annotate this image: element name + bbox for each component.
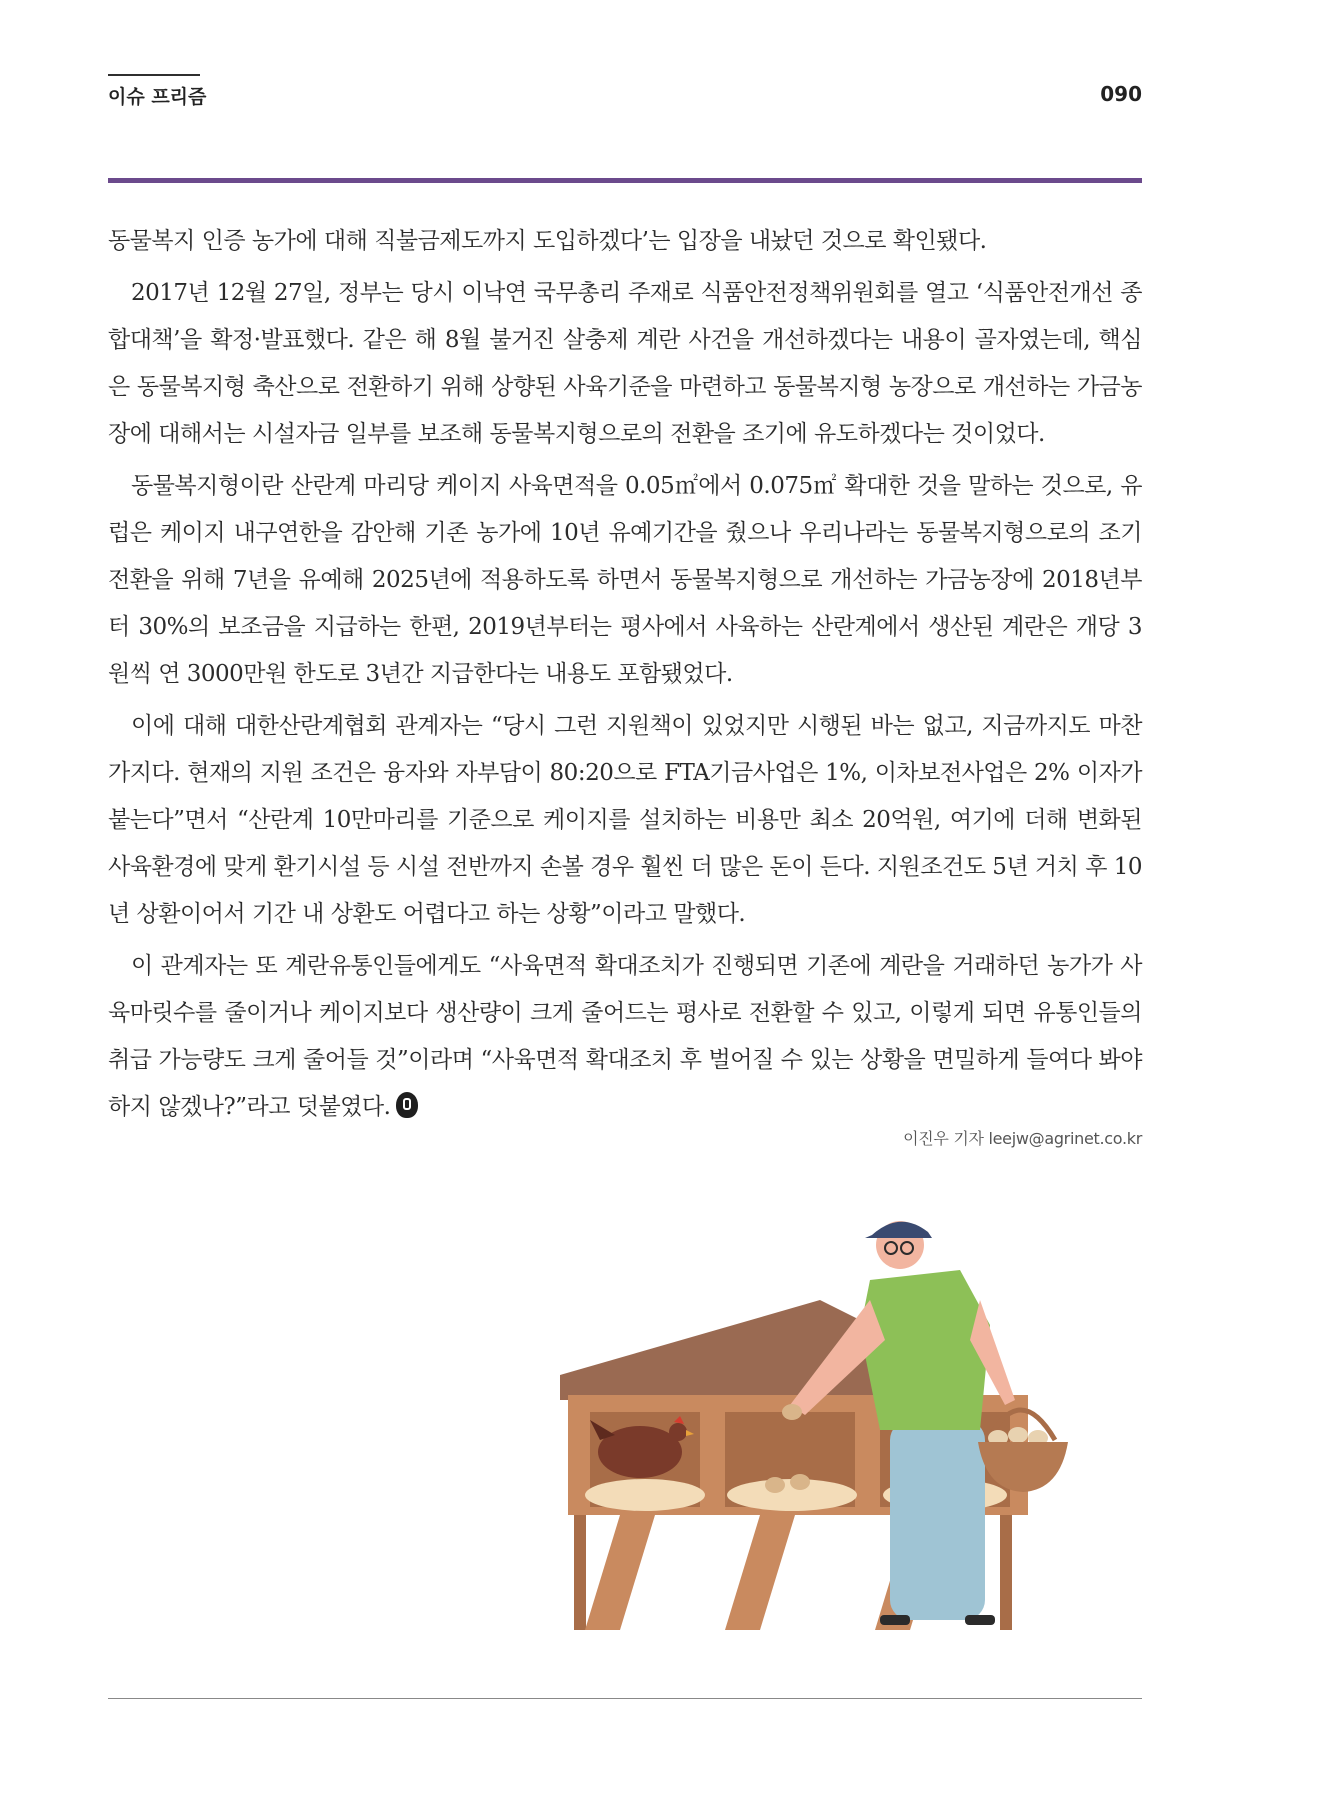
header-accent-line [108, 74, 200, 76]
article-paragraph-text: 이 관계자는 또 계란유통인들에게도 “사육면적 확대조치가 진행되면 기존에 계란을 거래하던 농가가 사육마릿수를 줄이거나 케이지보다 생산량이 크게 줄어드는 평사로 전환할 수 있고, 이렇게 되면 유통인들의 취급 가능량도 크게 줄어들 것”이라며 “사육면적 확대조치 후 벌어질 수 있는 상황을 면밀하게 들여다 봐야 하지 않겠나?”라고 덧붙였다. [108, 953, 1142, 1120]
farmer-collecting-eggs-illustration [560, 1190, 1120, 1650]
article-paragraph: 동물복지형이란 산란계 마리당 케이지 사육면적을 0.05㎡에서 0.075㎡ 확대한 것을 말하는 것으로, 유럽은 케이지 내구연한을 감안해 기존 농가에 10년 유예기간을 줬으나 우리나라는 동물복지형으로의 조기 전환을 위해 7년을 유예해 2025년에 적용하도록 하면서 동물복지형으로 개선하는 가금농장에 2018년부터 30%의 보조금을 지급하는 한편, 2019년부터는 평사에서 사육하는 산란계에서 생산된 계란은 개당 3원씩 연 3000만원 한도로 3년간 지급한다는 내용도 포함됐었다. [108, 473, 1142, 687]
article-end-icon [396, 1092, 418, 1118]
article-paragraph-last [108, 943, 1142, 1131]
nest [585, 1479, 705, 1511]
article-body [108, 218, 1142, 1136]
header-divider [108, 178, 1142, 183]
coop-ramp [725, 1515, 795, 1630]
coop-ramp [585, 1515, 655, 1630]
article-paragraph: 이에 대해 대한산란계협회 관계자는 “당시 그런 지원책이 있었지만 시행된 바는 없고, 지금까지도 마찬가지다. 현재의 지원 조건은 융자와 자부담이 80:20으로 FTA기금사업은 1%, 이차보전사업은 2% 이자가 붙는다”면서 “산란계 10만마리를 기준으로 케이지를 설치하는 비용만 최소 20억원, 여기에 더해 변화된 사육환경에 맞게 환기시설 등 시설 전반까지 손볼 경우 훨씬 더 많은 돈이 든다. 지원조건도 5년 거치 후 10년 상환이어서 기간 내 상환도 어렵다고 하는 상황”이라고 말했다. [108, 713, 1142, 927]
byline: 이진우 기자 leejw@agrinet.co.kr [903, 1129, 1142, 1148]
article-paragraph: 2017년 12월 27일, 정부는 당시 이낙연 국무총리 주재로 식품안전정책위원회를 열고 ‘식품안전개선 종합대책’을 확정·발표했다. 같은 해 8월 불거진 살충제 계란 사건을 개선하겠다는 내용이 골자였는데, 핵심은 동물복지형 축산으로 전환하기 위해 상향된 사육기준을 마련하고 동물복지형 농장으로 개선하는 가금농장에 대해서는 시설자금 일부를 보조해 동물복지형으로의 전환을 조기에 유도하겠다는 것이었다. [108, 280, 1142, 447]
section-title: 이슈 프리즘 [108, 86, 207, 108]
article-paragraph: 동물복지 인증 농가에 대해 직불금제도까지 도입하겠다’는 입장을 내놨던 것으로 확인됐다. [108, 228, 987, 254]
page-number: 090 [1100, 82, 1142, 106]
footer-divider [108, 1698, 1142, 1699]
